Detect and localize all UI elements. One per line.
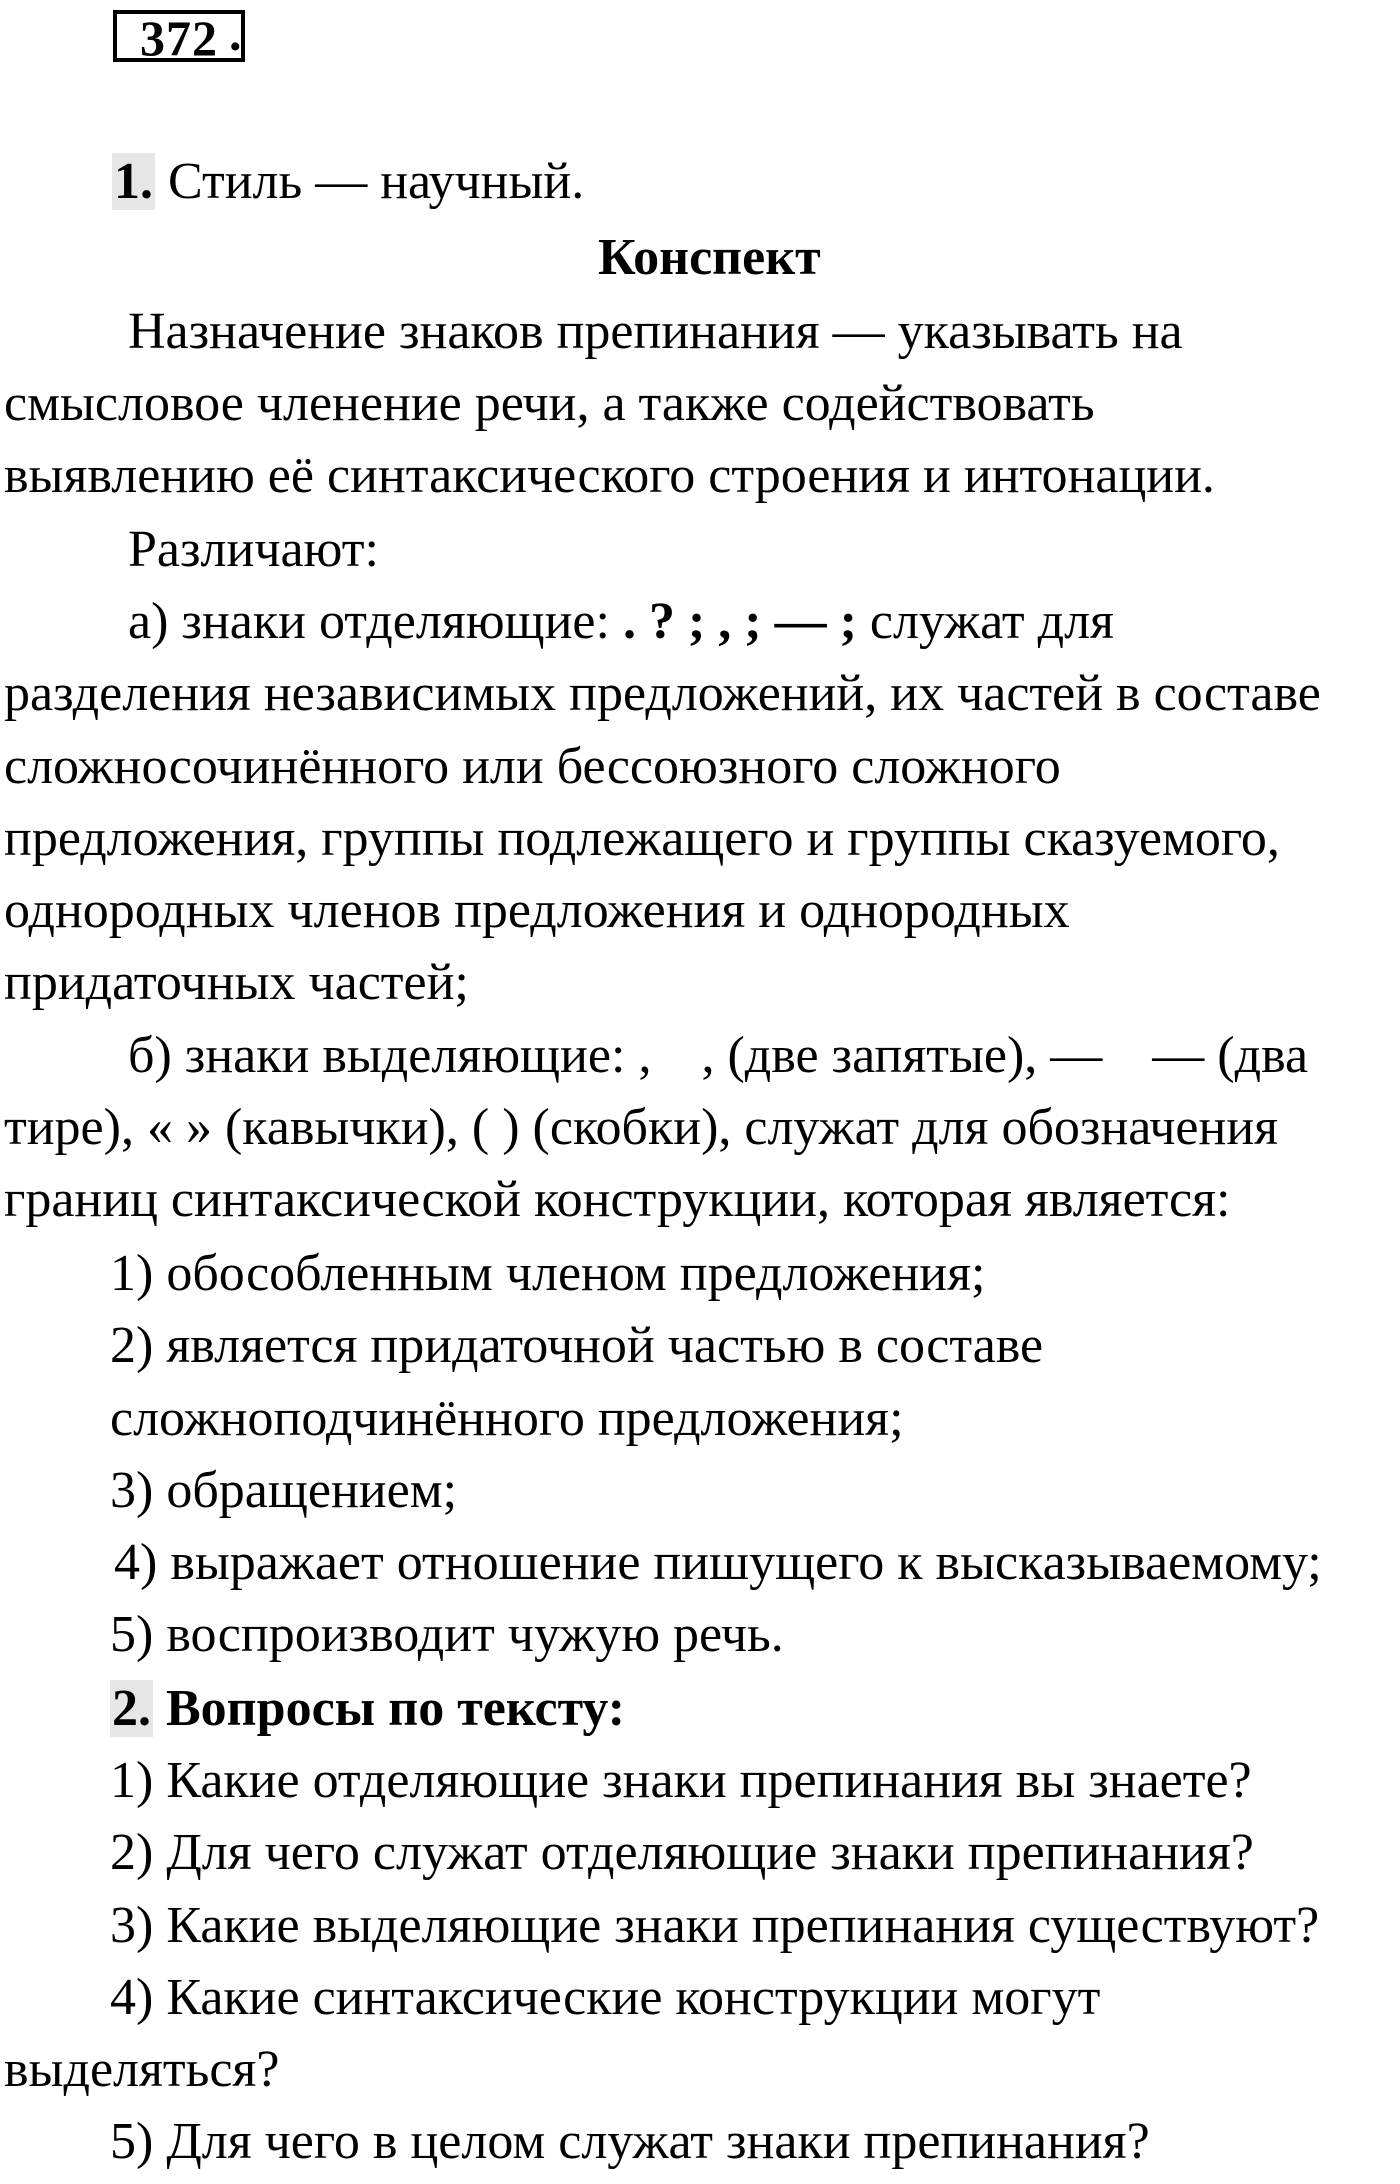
paragraph-line: тире), « » (кавычки), ( ) (скобки), служат для обозначения: [4, 1099, 1279, 1156]
paragraph-line: предложения, группы подлежащего и группы сказуемого,: [4, 810, 1280, 867]
question-item: 3) Какие выделяющие знаки препинания существуют?: [110, 1897, 1320, 1954]
exercise-number: 372: [113, 10, 245, 62]
item-a-suffix: служат для: [856, 593, 1114, 650]
question-item: 2) Для чего служат отделяющие знаки препинания?: [110, 1824, 1254, 1881]
list-item: сложноподчинённого предложения;: [110, 1390, 904, 1447]
paragraph-line: Назначение знаков препинания — указывать на: [128, 303, 1183, 360]
part1-marker: 1.: [114, 153, 153, 210]
konspekt-heading: Конспект: [598, 229, 821, 286]
style-text: Стиль — научный.: [168, 153, 585, 210]
list-item: 3) обращением;: [110, 1462, 458, 1519]
question-item: 5) Для чего в целом служат знаки препинания?: [110, 2113, 1150, 2170]
paragraph-line: разделения независимых предложений, их частей в составе: [4, 665, 1321, 722]
item-a-prefix: а) знаки отделяющие:: [128, 593, 623, 650]
exercise-number-dot: .: [229, 5, 242, 61]
paragraph-line: придаточных частей;: [4, 954, 469, 1011]
item-b-line: [128, 1026, 1308, 1086]
distinguish-line: Различают:: [128, 521, 379, 578]
paragraph-line: выявлению её синтаксического строения и интонации.: [4, 447, 1215, 504]
part2-marker: 2.: [112, 1680, 151, 1737]
question-item: 1) Какие отделяющие знаки препинания вы знаете?: [110, 1752, 1252, 1809]
paragraph-line: границ синтаксической конструкции, которая является:: [4, 1171, 1231, 1228]
style-line: [112, 152, 584, 212]
paragraph-line: однородных членов предложения и однородных: [4, 882, 1070, 939]
list-item: 1) обособленным членом предложения;: [110, 1245, 986, 1302]
list-item: 2) является придаточной частью в составе: [110, 1317, 1044, 1374]
item-b-part2: , (две запятые), —: [701, 1027, 1103, 1084]
separating-signs: . ? ; , ; — ;: [622, 593, 857, 650]
item-b-part3: — (два: [1152, 1027, 1309, 1084]
paragraph-line: сложносочинённого или бессоюзного сложного: [4, 738, 1061, 795]
list-item: 5) воспроизводит чужую речь.: [110, 1606, 784, 1663]
paragraph-line: смысловое членение речи, а также содействовать: [4, 375, 1095, 432]
list-item: 4) выражает отношение пишущего к высказываемому;: [114, 1534, 1322, 1591]
question-item-continuation: выделяться?: [4, 2041, 280, 2098]
questions-heading-line: [110, 1679, 625, 1739]
questions-heading: Вопросы по тексту:: [166, 1680, 626, 1737]
item-b-part1: б) знаки выделяющие: ,: [128, 1027, 652, 1084]
question-item: 4) Какие синтаксические конструкции могут: [110, 1969, 1101, 2026]
item-a-line: [128, 592, 1114, 652]
